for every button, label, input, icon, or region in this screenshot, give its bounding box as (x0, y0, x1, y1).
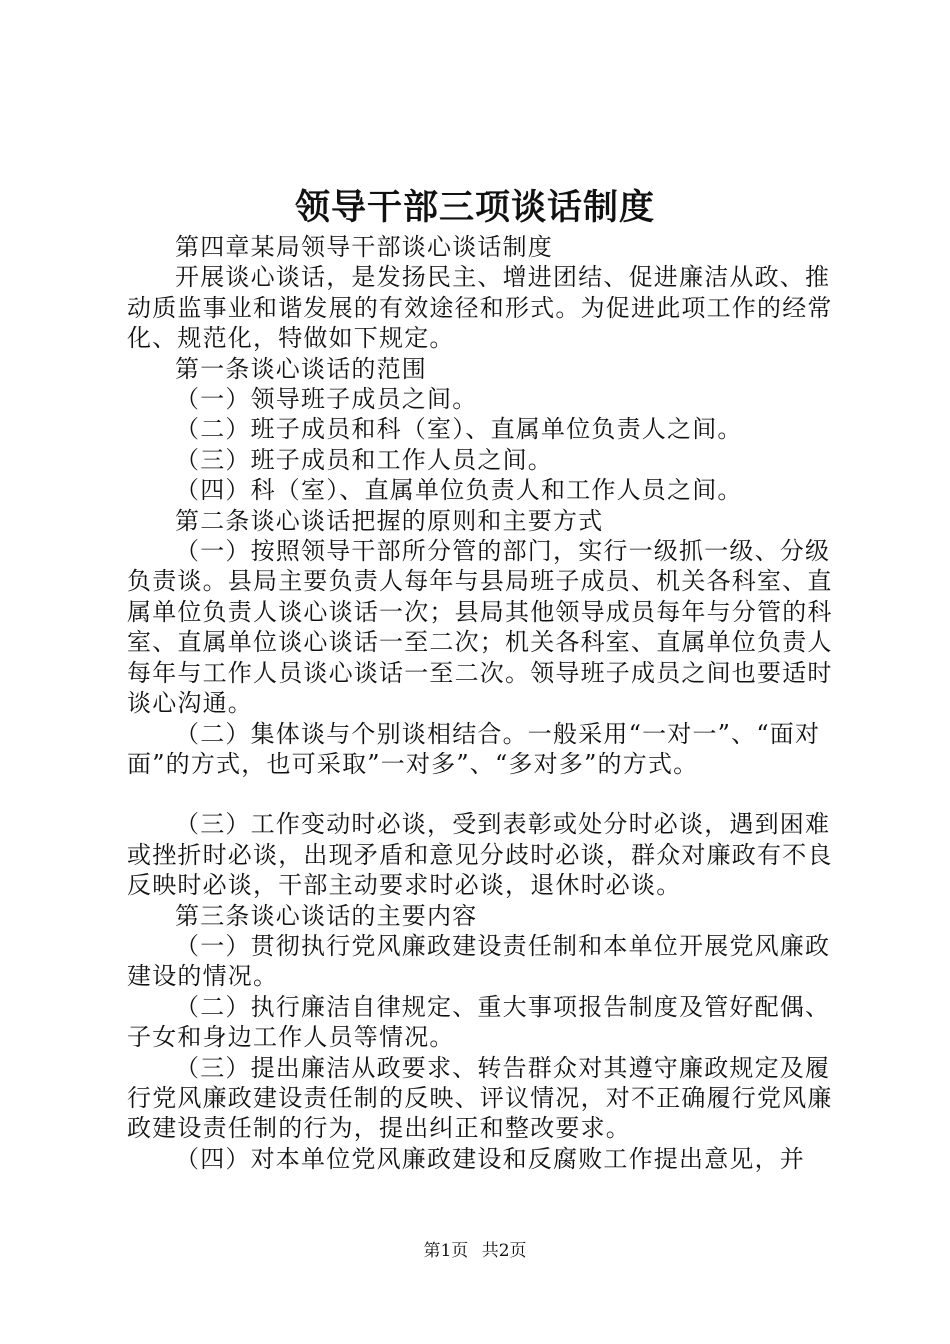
article-3-item-1: （一）贯彻执行党风廉政建设责任制和本单位开展党风廉政建设的情况。 (127, 931, 831, 991)
article-1-item-4: （四）科（室）、直属单位负责人和工作人员之间。 (175, 476, 743, 505)
article-3-item-4: （四）对本单位党风廉政建设和反腐败工作提出意见，并 (175, 1144, 805, 1173)
article-1-heading: 第一条谈心谈话的范围 (175, 354, 427, 383)
page-footer (0, 1240, 950, 1262)
article-3-item-3: （三）提出廉洁从政要求、转告群众对其遵守廉政规定及履行党风廉政建设责任制的反映、评议情况，对不正确履行党风廉政建设责任制的行为，提出纠正和整改要求。 (127, 1053, 833, 1143)
page-total: 共2页 (481, 1241, 527, 1261)
article-2-item-2: （二）集体谈与个别谈相结合。一般采用“一对一”、“面对面”的方式，也可采取”一对多”、“多对多”的方式。 (127, 719, 821, 778)
article-1-item-3: （三）班子成员和工作人员之间。 (175, 445, 553, 474)
page-title: 领导干部三项谈话制度 (294, 187, 655, 228)
article-1-item-2: （二）班子成员和科（室）、直属单位负责人之间。 (175, 415, 743, 444)
article-2-item-3: （三）工作变动时必谈，受到表彰或处分时必谈，遇到困难或挫折时必谈，出现矛盾和意见分歧时必谈，群众对廉政有不良反映时必谈，干部主动要求时必谈，退休时必谈。 (127, 810, 833, 900)
page-number: 第1页 (423, 1241, 469, 1261)
intro-paragraph: 开展谈心谈话，是发扬民主、增进团结、促进廉洁从政、推动质监事业和谐发展的有效途径和形式。为促进此项工作的经常化、规范化，特做如下规定。 (127, 263, 833, 353)
chapter-heading: 第四章某局领导干部谈心谈话制度 (175, 233, 553, 261)
article-1-item-1: （一）领导班子成员之间。 (175, 385, 478, 414)
article-2-item-1: （一）按照领导干部所分管的部门，实行一级抓一级、分级负责谈。县局主要负责人每年与县局班子成员、机关各科室、直属单位负责人谈心谈话一次；县局其他领导成员每年与分管的科室、直属单位谈心谈话一至二次；机关各科室、直属单位负责人每年与工作人员谈心谈话一至二次。领导班子成员之间也要适时谈心沟通。 (127, 537, 833, 718)
document-body (127, 232, 842, 1174)
article-2-heading: 第二条谈心谈话把握的原则和主要方式 (175, 506, 604, 535)
article-3-item-2: （二）执行廉洁自律规定、重大事项报告制度及管好配偶、子女和身边工作人员等情况。 (127, 992, 831, 1052)
article-3-heading: 第三条谈心谈话的主要内容 (175, 901, 478, 930)
